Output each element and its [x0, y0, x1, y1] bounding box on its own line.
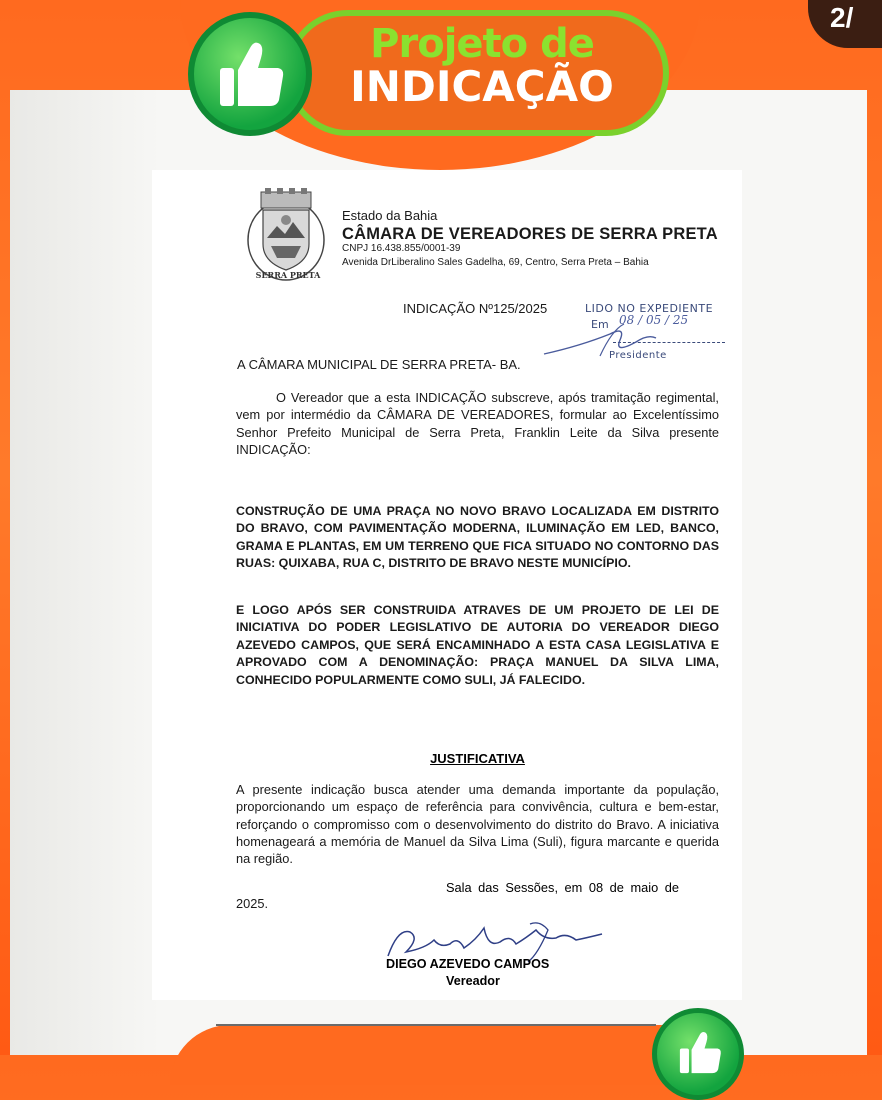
intro-paragraph: O Vereador que a esta INDICAÇÃO subscreve, após tramitação regimental, vem por intermédio da CÂMARA DE VEREADORES, formular ao Excelentíssimo Senhor Prefeito Municipal de Serra Preta, Franklin Leite da Silva presente INDICAÇÃO:: [236, 390, 719, 457]
banner-title: [312, 21, 652, 111]
state-label: Estado da Bahia: [342, 208, 438, 223]
indicacao-number: INDICAÇÃO Nº125/2025: [403, 301, 548, 316]
request-paragraph-2: E LOGO APÓS SER CONSTRUIDA ATRAVES DE UM PROJETO DE LEI DE INICIATIVA DO PODER LEGISLATIVO DE AUTORIA DO VEREADOR DIEGO AZEVEDO CAMPOS, QUE SERÁ ENCAMINHADO A ESTA CASA LEGISLATIVA E APROVADO COM A DENOMINAÇÃO: PRAÇA MANUEL DA SILVA LIMA, CONHECIDO POPULARMENTE COMO SULI, JÁ FALECIDO.: [236, 603, 719, 687]
crest-label: SERRA PRETA: [255, 270, 321, 280]
banner-title-line1: Projeto de: [370, 21, 594, 67]
request-paragraph-1: CONSTRUÇÃO DE UMA PRAÇA NO NOVO BRAVO LOCALIZADA EM DISTRITO DO BRAVO, COM PAVIMENTAÇÃO MODERNA, ILUMINAÇÃO EM LED, BANCO, GRAMA E PLANTAS, EM UM TERRENO QUE FICA SITUADO NO CONTORNO DAS RUAS: QUIXABA, RUA C, DISTRITO DE BRAVO NESTE MUNICÍPIO.: [236, 504, 719, 571]
address-label: Avenida DrLiberalino Sales Gadelha, 69, Centro, Serra Preta – Bahia: [342, 257, 649, 268]
chamber-name: CÂMARA DE VEREADORES DE SERRA PRETA: [342, 225, 718, 243]
thumbs-up-badge-bottom: [652, 1008, 744, 1100]
card-shade: [10, 90, 160, 1055]
session-line: Sala das Sessões, em 08 de maio de: [446, 880, 679, 895]
signer-role: Vereador: [446, 974, 500, 988]
thumbs-up-badge: [188, 12, 312, 136]
page-counter: [808, 0, 882, 48]
stamp-line3: Presidente: [609, 350, 667, 361]
thumbs-up-icon-bottom: [677, 1029, 723, 1077]
cnpj-label: CNPJ 16.438.855/0001-39: [342, 243, 461, 254]
stamp-date: 08 / 05 / 25: [619, 313, 689, 327]
bottom-divider: [216, 1024, 656, 1026]
thumbs-up-icon: [216, 38, 286, 112]
stamp-line2: Em: [591, 318, 609, 331]
justification-heading: JUSTIFICATIVA: [430, 751, 525, 766]
signer-name: DIEGO AZEVEDO CAMPOS: [386, 957, 550, 971]
session-year: 2025.: [236, 896, 269, 911]
page-counter-label: 2/: [830, 2, 854, 33]
banner-title-line2: INDICAÇÃO: [350, 62, 614, 111]
stamp-line1: LIDO NO EXPEDIENTE: [585, 302, 714, 315]
document-paper: [152, 170, 742, 1000]
justification-paragraph: A presente indicação busca atender uma demanda importante da população, proporcionando um espaço de referência para convivência, cultura e bem-estar, reforçando o compromisso com o desenvolvimento do distrito do Bravo. A iniciativa homenageará a memória de Manuel da Silva Lima (Suli), figura marcante e querida na região.: [236, 782, 719, 867]
recipient-line: A CÂMARA MUNICIPAL DE SERRA PRETA- BA.: [237, 357, 521, 372]
bottom-banner: [170, 1025, 730, 1085]
stamp-signature-scribble: [540, 320, 660, 360]
